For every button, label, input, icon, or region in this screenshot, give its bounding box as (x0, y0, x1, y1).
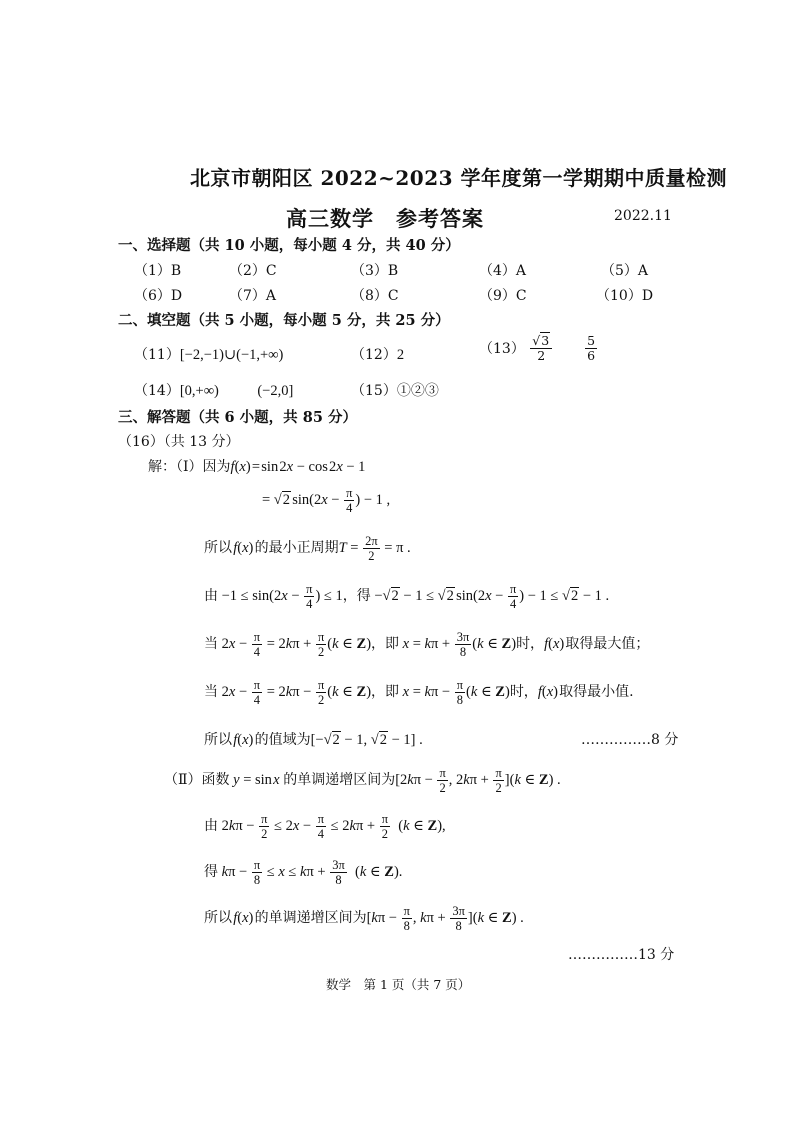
part1-line1: 解：（Ⅰ）因为f(x) = sin 2x − cos 2x − 1 (148, 459, 366, 475)
document-subtitle: 高三数学 参考答案 (286, 206, 484, 231)
fill-answer-11 (134, 344, 283, 364)
section-2-heading: 二、填空题（共 5 小题，每小题 5 分，共 25 分） (118, 312, 450, 329)
answer-1: （1）B (134, 263, 182, 279)
q14-label: （14） (134, 383, 180, 399)
q15-answer: ①②③ (396, 383, 439, 399)
answer-2: （2）C (229, 263, 277, 279)
fill-answer-15 (351, 380, 439, 400)
page-footer: 数学 第 1 页（共 7 页） (326, 977, 471, 992)
part2-line3: 得 kπ − $\frac{\pi}{8}$ ≤ x ≤ kπ + $\frac{3\pi}{8}$ (k ∈ Z). (204, 858, 403, 888)
part2-line1: （Ⅱ）函数 y = sin x 的单调递增区间为[2kπ − $\frac{\pi}{2}$ , 2kπ + $\frac{\pi}{2}$ ](k ∈ Z) . (164, 766, 561, 796)
q16-label: （16）（共 13 分） (118, 434, 240, 450)
q11-answer: [−2,−1)∪(−1,+∞) (179, 347, 284, 363)
q13-answer-1: $\frac{√3}{2}$ (530, 334, 552, 364)
q13-label: （13） (479, 340, 525, 357)
answer-6: （6）D (134, 288, 183, 304)
part2-line2: 由 2kπ − $\frac{\pi}{2}$ ≤ 2x − $\frac{\pi}{4}$ ≤ 2kπ + $\frac{\pi}{2}$ (k ∈ Z), (204, 812, 446, 842)
section-3-heading: 三、解答题（共 6 小题，共 85 分） (118, 409, 357, 426)
document-date: 2022.11 (614, 208, 672, 224)
q15-label: （15） (351, 383, 397, 399)
q13-answer-2: $\frac{5}{6}$ (587, 333, 596, 364)
answer-3: （3）B (351, 263, 399, 279)
section-1-heading: 一、选择题（共 10 小题，每小题 4 分，共 40 分） (118, 237, 460, 254)
part2-line4: 所以 f(x) 的单调递增区间为[kπ − $\frac{\pi}{8}$ , kπ + $\frac{3\pi}{8}$ ](k ∈ Z) . (204, 904, 524, 934)
document-title: 北京市朝阳区 2022~2023 学年度第一学期期中质量检测 (190, 166, 728, 190)
answer-7: （7）A (229, 288, 277, 304)
part1-line5: 当 2x − $\frac{\pi}{4}$ = 2kπ + $\frac{\pi}{2}$ (k ∈ Z)，即 x = kπ + $\frac{3\pi}{8}$ (k ∈ Z)时，f(x) 取得最大值； (204, 630, 650, 660)
part1-line7: 所以 f(x) 的值域为[−√2 − 1, √2 − 1] . (204, 732, 423, 748)
fill-answer-13 (479, 334, 598, 364)
solve-label: 解：（Ⅰ）因为 (148, 459, 231, 475)
score-13: ……………13 分 (568, 947, 675, 963)
q11-label: （11） (134, 347, 180, 363)
fill-answer-14 (134, 380, 293, 400)
score-8: ……………8 分 (581, 732, 679, 748)
part1-line6: 当 2x − $\frac{\pi}{4}$ = 2kπ − $\frac{\pi}{2}$ (k ∈ Z)，即 x = kπ − $\frac{\pi}{8}$ (k ∈ Z)时，f(x) 取得最小值. (204, 678, 634, 708)
part1-line3: 所以 f(x) 的最小正周期T = $\frac{2\pi}{2}$ = π . (204, 534, 411, 564)
answer-4: （4）A (479, 263, 527, 279)
answer-5: （5）A (601, 263, 649, 279)
answer-9: （9）C (479, 288, 527, 304)
part1-line4: 由 −1 ≤ sin(2x − $\frac{\pi}{4}$ ) ≤ 1，得 −√2 − 1 ≤ √2 sin(2x − $\frac{\pi}{4}$ ) − 1 ≤ √2 − 1 . (204, 582, 610, 612)
q14-answer-2: (−2,0] (257, 383, 294, 399)
q12-answer: 2 (396, 347, 405, 363)
q12-label: （12） (351, 347, 397, 363)
answer-8: （8）C (351, 288, 399, 304)
q14-answer-1: [0,+∞) (179, 383, 219, 399)
fill-answer-12 (351, 344, 404, 364)
answer-10: （10）D (596, 288, 654, 304)
part1-line2: = √2 sin(2x − $\frac{\pi}{4}$ ) − 1 , (262, 486, 391, 516)
